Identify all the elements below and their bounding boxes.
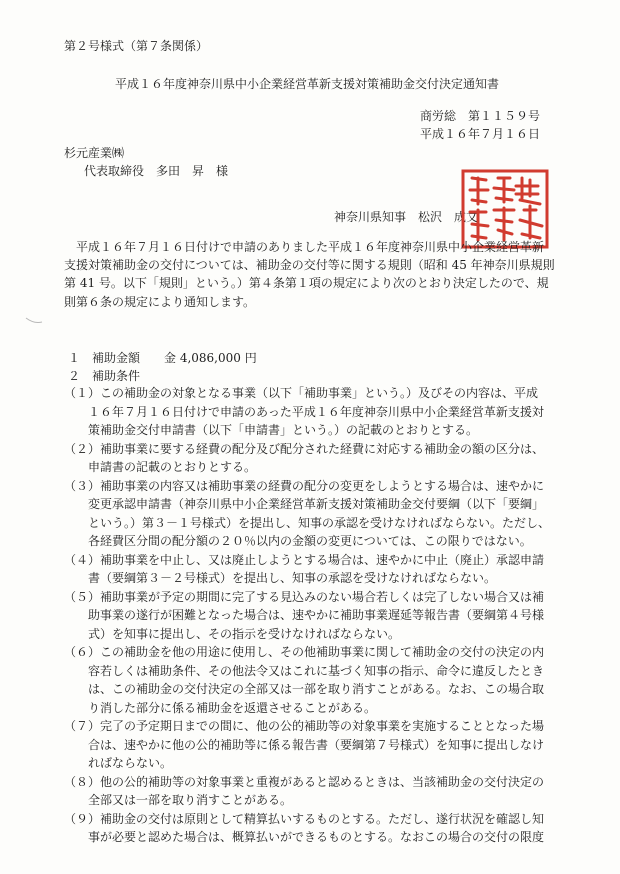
pencil-mark (24, 316, 44, 326)
form-number: 第２号様式（第７条関係） (64, 39, 209, 53)
condition-item (64, 773, 564, 810)
condition-item (64, 384, 564, 440)
condition-line: （１）この補助金の対象となる事業（以下「補助事業」という。）及びその内容は、平成 (64, 386, 539, 400)
condition-line: （７）完了の予定期日までの間に、他の公的補助等の対象事業を実施することとなった場 (64, 719, 545, 733)
condition-line: 事が必要と認めた場合は、概算払いができるものとする。なおこの場合の交付の限度 (88, 830, 545, 844)
condition-line: １６年７月１６日付けで申請のあった平成１６年度神奈川県中小企業経営革新支援対 (88, 404, 544, 419)
condition-line: 式）を知事に提出し、その指示を受けなければならない。 (88, 626, 401, 641)
recipient-person: 代表取締役 多田 昇 様 (84, 164, 229, 178)
condition-line: 助事業の遂行が困難となった場合は、速やかに補助事業遅延等報告書（要綱第４号様 (88, 608, 545, 622)
condition-line: 書（要綱第３－２号様式）を提出し、知事の承認を受けなければならない。 (88, 571, 497, 585)
condition-line: り消した部分に係る補助金を返還させることがある。 (88, 700, 377, 715)
body-line: 則第６条の規定により通知します。 (64, 294, 256, 309)
body-line: 平成１６年７月１６日付けで申請のありました平成１６年度神奈川県中小企業経営革新 (64, 240, 545, 254)
recipient-company: 杉元産業㈱ (64, 146, 125, 160)
condition-line: （２）補助事業に要する経費の配分及び配分された経費に対応する補助金の額の区分は、 (64, 441, 545, 456)
condition-item (64, 717, 564, 773)
body-paragraph (64, 238, 559, 311)
document-title: 平成１６年度神奈川県中小企業経営革新支援対策補助金交付決定通知書 (115, 77, 500, 91)
condition-line: 全部又は一部を取り消すことがある。 (88, 793, 293, 807)
section-grant-conditions: ２ 補助条件 (68, 369, 141, 383)
condition-line: （９）補助金の交付は原則として精算払いするものとする。ただし、遂行状況を確認し知 (64, 811, 545, 826)
condition-item (64, 643, 564, 717)
sender-governor: 神奈川県知事 松沢 成文 (334, 210, 479, 224)
condition-line: （３）補助事業の内容又は補助事業の経費の配分の変更をしようとする場合は、速やかに (64, 478, 545, 493)
body-line: 支援対策補助金の交付については、補助金の交付等に関する規則（昭和 45 年神奈川県規則 (64, 258, 555, 273)
condition-line: （８）他の公的補助等の対象事業と重複があると認めるときは、当該補助金の交付決定の (64, 774, 545, 789)
condition-line: （６）この補助金を他の用途に使用し、その他補助事業に関して補助金の交付の決定の内 (64, 645, 545, 659)
conditions-list (64, 384, 564, 847)
condition-line: 各経費区分間の配分額の２０％以内の金額の変更については、この限りではない。 (88, 534, 532, 548)
condition-line: （５）補助事業が予定の期間に完了する見込みのない場合若しくは完了しない場合又は補 (64, 589, 545, 604)
condition-line: ればならない。 (88, 756, 173, 770)
section-grant-amount: １ 補助金額 金 4,086,000 円 (68, 351, 257, 365)
condition-line: という。）第３－１号様式）を提出し、知事の承認を受けなければならない。ただし、 (88, 515, 551, 530)
condition-line: 申請書の記載のとおりとする。 (88, 460, 257, 474)
condition-item (64, 551, 564, 588)
condition-line: 変更承認申請書（神奈川県中小企業経営革新支援対策補助金交付要綱（以下「要綱」 (88, 497, 545, 511)
condition-line: 合は、速やかに他の公的補助等に係る報告書（要綱第７号様式）を知事に提出しなけ (88, 737, 545, 752)
condition-item (64, 440, 564, 477)
document-date: 平成１６年７月１６日 (420, 127, 541, 141)
condition-item (64, 588, 564, 644)
document-number: 商労総 第１１５９号 (420, 109, 541, 123)
condition-line: 容若しくは補助条件、その他法令又はこれに基づく知事の指示、命令に違反したとき (88, 663, 545, 678)
condition-item (64, 477, 564, 551)
condition-line: 策補助金交付申請書（以下「申請書」という。）の記載のとおりとする。 (88, 423, 479, 437)
condition-item (64, 810, 564, 847)
condition-line: （４）補助事業を中止し、又は廃止しようとする場合は、速やかに中止（廃止）承認申請 (64, 552, 545, 567)
condition-line: は、この補助金の交付決定の全部又は一部を取り消すことがある。なお、この場合取 (88, 682, 545, 696)
body-line: 第 41 号。以下「規則」という。）第４条第１項の規定により次のとおり決定したので、規 (64, 276, 549, 291)
